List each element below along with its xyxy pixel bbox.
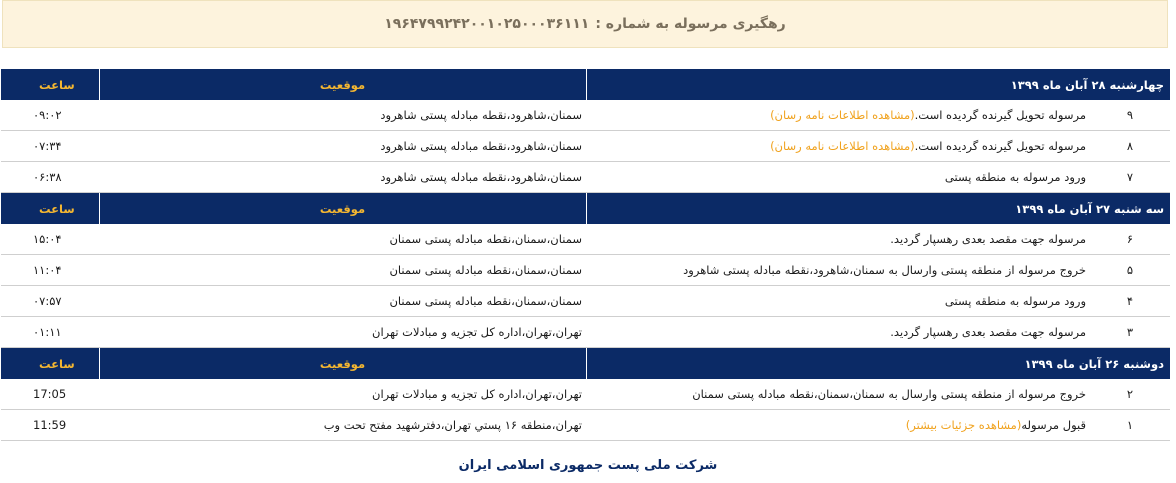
tracking-number: ۱۹۶۴۷۹۹۲۴۲۰۰۱۰۲۵۰۰۰۳۶۱۱۱ [384,16,590,32]
date-header-row [1,69,1170,100]
event-description: مرسوله جهت مقصد بعدی رهسپار گردید. [890,325,1087,339]
time-cell: ۱۱:۰۴ [1,255,99,286]
table-row [1,317,1170,348]
table-row [1,131,1170,162]
time-cell: ۰۷:۳۴ [1,131,99,162]
table-row [1,410,1170,441]
location-cell: تهران،تهران،اداره کل تجزیه و مبادلات تهران [99,379,586,410]
row-number: ۵ [1090,255,1170,286]
time-cell: ۰۹:۰۲ [1,100,99,131]
time-cell: ۰۷:۵۷ [1,286,99,317]
tracking-title-banner [2,0,1168,48]
time-column-header: ساعت [1,193,99,225]
event-description: مرسوله جهت مقصد بعدی رهسپار گردید. [890,232,1087,246]
table-row [1,286,1170,317]
location-cell: سمنان،شاهرود،نقطه مبادله پستی شاهرود [99,100,586,131]
date-header-row [1,193,1170,225]
event-cell [586,379,1090,410]
event-description: قبول مرسوله [1021,418,1087,432]
details-link[interactable]: (مشاهده اطلاعات نامه رسان) [770,108,915,122]
date-header: دوشنبه ۲۶ آبان ماه ۱۳۹۹ [586,348,1170,380]
location-cell: تهران،تهران،اداره کل تجزیه و مبادلات تهران [99,317,586,348]
time-cell: ۱۵:۰۴ [1,224,99,255]
date-header-row [1,348,1170,380]
location-cell: سمنان،شاهرود،نقطه مبادله پستی شاهرود [99,162,586,193]
location-column-header: موقعیت [99,69,586,100]
details-link[interactable]: (مشاهده اطلاعات نامه رسان) [770,139,915,153]
time-cell: ۰۶:۳۸ [1,162,99,193]
time-cell: 17:05 [1,379,99,410]
event-description: مرسوله تحویل گیرنده گردیده است. [914,139,1087,153]
row-number: ۸ [1090,131,1170,162]
event-cell [586,224,1090,255]
table-row [1,224,1170,255]
location-cell: سمنان،سمنان،نقطه مبادله پستی سمنان [99,224,586,255]
event-cell [586,317,1090,348]
table-row [1,162,1170,193]
event-description: مرسوله تحویل گیرنده گردیده است. [914,108,1087,122]
date-header: سه شنبه ۲۷ آبان ماه ۱۳۹۹ [586,193,1170,225]
event-cell [586,255,1090,286]
event-cell [586,410,1090,441]
date-header: چهارشنبه ۲۸ آبان ماه ۱۳۹۹ [586,69,1170,100]
footer-company-name: شرکت ملی پست جمهوری اسلامی ایران [458,458,718,473]
row-number: ۳ [1090,317,1170,348]
event-description: ورود مرسوله به منطقه پستی [944,294,1087,308]
event-cell [586,162,1090,193]
location-column-header: موقعیت [99,348,586,380]
event-cell [586,286,1090,317]
row-number: ۶ [1090,224,1170,255]
time-cell: 11:59 [1,410,99,441]
details-link[interactable]: (مشاهده جزئیات بیشتر) [905,418,1022,432]
time-column-header: ساعت [1,348,99,380]
location-column-header: موقعیت [99,193,586,225]
row-number: ۷ [1090,162,1170,193]
tracking-title-label: رهگیری مرسوله به شماره : [595,16,786,32]
event-cell [586,131,1090,162]
location-cell: سمنان،سمنان،نقطه مبادله پستی سمنان [99,286,586,317]
event-description: ورود مرسوله به منطقه پستی [944,170,1087,184]
row-number: ۲ [1090,379,1170,410]
event-description: خروج مرسوله از منطقه پستی وارسال به سمنان،سمنان،نقطه مبادله پستی سمنان [692,387,1087,401]
table-row [1,379,1170,410]
time-cell: ۰۱:۱۱ [1,317,99,348]
location-cell: سمنان،سمنان،نقطه مبادله پستی سمنان [99,255,586,286]
table-row [1,100,1170,131]
event-cell [586,100,1090,131]
row-number: ۱ [1090,410,1170,441]
tracking-history-table [1,69,1170,441]
time-column-header: ساعت [1,69,99,100]
event-description: خروج مرسوله از منطقه پستی وارسال به سمنان،شاهرود،نقطه مبادله پستی شاهرود [683,263,1087,277]
location-cell: سمنان،شاهرود،نقطه مبادله پستی شاهرود [99,131,586,162]
location-cell: تهران،منطقه ۱۶ پستي تهران،دفترشهید مفتح تحت وب [99,410,586,441]
table-row [1,255,1170,286]
row-number: ۴ [1090,286,1170,317]
row-number: ۹ [1090,100,1170,131]
